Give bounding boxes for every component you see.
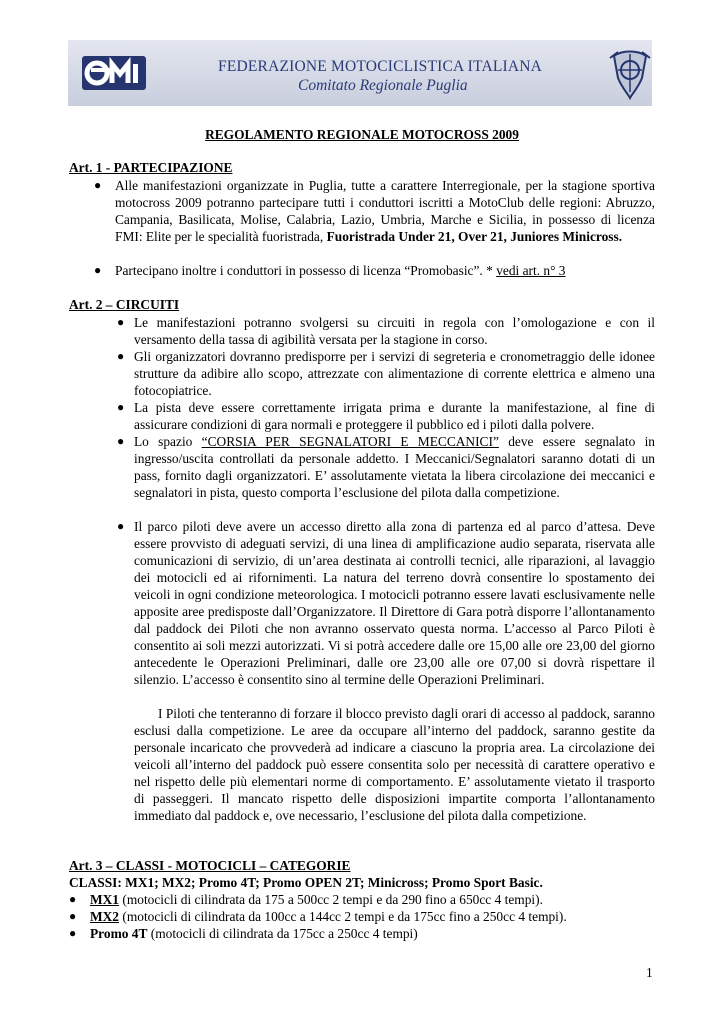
- art2-paragraph-track: La pista deve essere correttamente irrigata prima e durante la manifestazione, al fine di assicurare condizioni di gara normali e proteggere il pubblico ed i piloti dalla polvere.: [134, 400, 655, 432]
- art2-paragraph-homologation: Le manifestazioni potranno svolgersi su circuiti in regola con l’omologazione e con il versamento della tassa di agibilità versata per la stagione in corso.: [134, 315, 655, 347]
- bullet-icon: ●: [69, 909, 77, 923]
- federation-emblem-icon: [608, 48, 652, 100]
- class-item-promo-4t: Promo 4T (motocicli di cilindrata da 175cc a 250cc 4 tempi): [90, 926, 418, 941]
- bullet-icon: ●: [117, 400, 125, 414]
- bullet-icon: ●: [94, 178, 102, 192]
- bullet-icon: ●: [69, 926, 77, 940]
- class-item-mx1: MX1 (motocicli di cilindrata da 175 a 500cc 2 tempi e da 290 fino a 650cc 4 tempi).: [90, 892, 543, 907]
- document-title: REGOLAMENTO REGIONALE MOTOCROSS 2009: [205, 127, 519, 142]
- bullet-icon: ●: [94, 263, 102, 277]
- art1-paragraph-promobasic: Partecipano inoltre i conduttori in possesso di licenza “Promobasic”. * vedi art. n° 3: [115, 263, 566, 278]
- art1-paragraph-eligibility: Alle manifestazioni organizzate in Puglia, tutte a carattere Interregionale, per la stagione sportiva motocross 2009 potranno partecipare tutti i conduttori iscritti a MotoClub delle regioni: Abruzzo, Campania, Basilicata, Molise, Calabria, Lazio, Umbria, Marche e Sicilia, in possesso di licenza FMI: Elite per le specialità fuoristrada, Fuoristrada Under 21, Over 21, Juniores Minicross.: [115, 178, 655, 244]
- bullet-icon: ●: [69, 892, 77, 906]
- page-number: 1: [646, 965, 653, 980]
- bullet-icon: ●: [117, 315, 125, 329]
- art2-paragraph-pit-lane: Lo spazio “CORSIA PER SEGNALATORI E MECCANICI” deve essere segnalato in ingresso/uscita controllati da personale addetto. I Meccanici/Segnalatori saranno dotati di un pass, fornito dagli organizzatori. E’ assolutamente vietata la libera circolazione dei meccanici e segnalatori in pista, questo comporta l’esclusione del pilota dalla competizione.: [134, 434, 655, 500]
- committee-subtitle: Comitato Regionale Puglia: [298, 77, 468, 94]
- fmi-logo: [82, 56, 146, 90]
- see-art3-link[interactable]: vedi art. n° 3: [496, 263, 566, 278]
- bullet-icon: ●: [117, 519, 125, 533]
- federation-title: FEDERAZIONE MOTOCICLISTICA ITALIANA: [218, 58, 543, 75]
- art3-heading: Art. 3 – CLASSI - MOTOCICLI – CATEGORIE: [69, 858, 351, 873]
- class-item-mx2: MX2 (motocicli di cilindrata da 100cc a 144cc 2 tempi e da 175cc fino a 250cc 4 tempi).: [90, 909, 567, 924]
- art2-heading: Art. 2 – CIRCUITI: [69, 297, 180, 312]
- art1-heading: Art. 1 - PARTECIPAZIONE: [69, 160, 233, 175]
- header-banner: [68, 40, 652, 106]
- art3-classes: CLASSI: MX1; MX2; Promo 4T; Promo OPEN 2T; Minicross; Promo Sport Basic.: [69, 875, 543, 890]
- bullet-icon: ●: [117, 434, 125, 448]
- art2-paragraph-paddock: Il parco piloti deve avere un accesso diretto alla zona di partenza ed al parco d’attesa. Deve essere provvisto di adeguati servizi, di una linea di amplificazione audio separata, riservata alle comunicazioni di servizio, di un’area destinata ai controlli tecnici, alle riparazioni, al lavaggio dei motocicli ed ai rifornimenti. La natura del terreno dovrà consentire lo spostamento dei veicoli in ogni condizione meteorologica. I motocicli potranno essere lavati esclusivamente nelle apposite aree predisposte dall’Organizzatore. Il Direttore di Gara potrà disporre l’allontanamento dal paddock dei Piloti che non avranno osservato questa norma. L’accesso al Parco Piloti è consentito ai soli mezzi autorizzati. Vi si potrà accedere dalle ore 15,00 alle ore 23,00 del giorno antecedente le Operazioni Preliminari, dalle ore 23,00 alle ore 07,00 si dovrà rispettare il silenzio. L’accesso è consentito sino al termine delle Operazioni Preliminari.: [134, 519, 655, 687]
- bullet-icon: ●: [117, 349, 125, 363]
- art2-paragraph-paddock-rules: I Piloti che tenteranno di forzare il blocco previsto dagli orari di accesso al paddock, saranno esclusi dalla competizione. Le aree da occupare all’interno del paddock, saranno gestite da personale incaricato che provvederà ad indicare a ciascuno la propria area. La circolazione dei veicoli all’interno del paddock può essere consentita solo per necessità di carattere operativo e nel rispetto delle più elementari norme di comportamento. E’ assolutamente vietato il trasporto di passeggeri. Il mancato rispetto delle disposizioni impartite comporta l’allontanamento immediato dal paddock e, ove necessario, l’esclusione del pilota dalla competizione.: [134, 706, 655, 823]
- art2-paragraph-secretariat: Gli organizzatori dovranno predisporre per i servizi di segreteria e cronometraggio delle idonee strutture da adibire allo scopo, attrezzate con alimentazione di corrente elettrica e almeno una fotocopiatrice.: [134, 349, 655, 398]
